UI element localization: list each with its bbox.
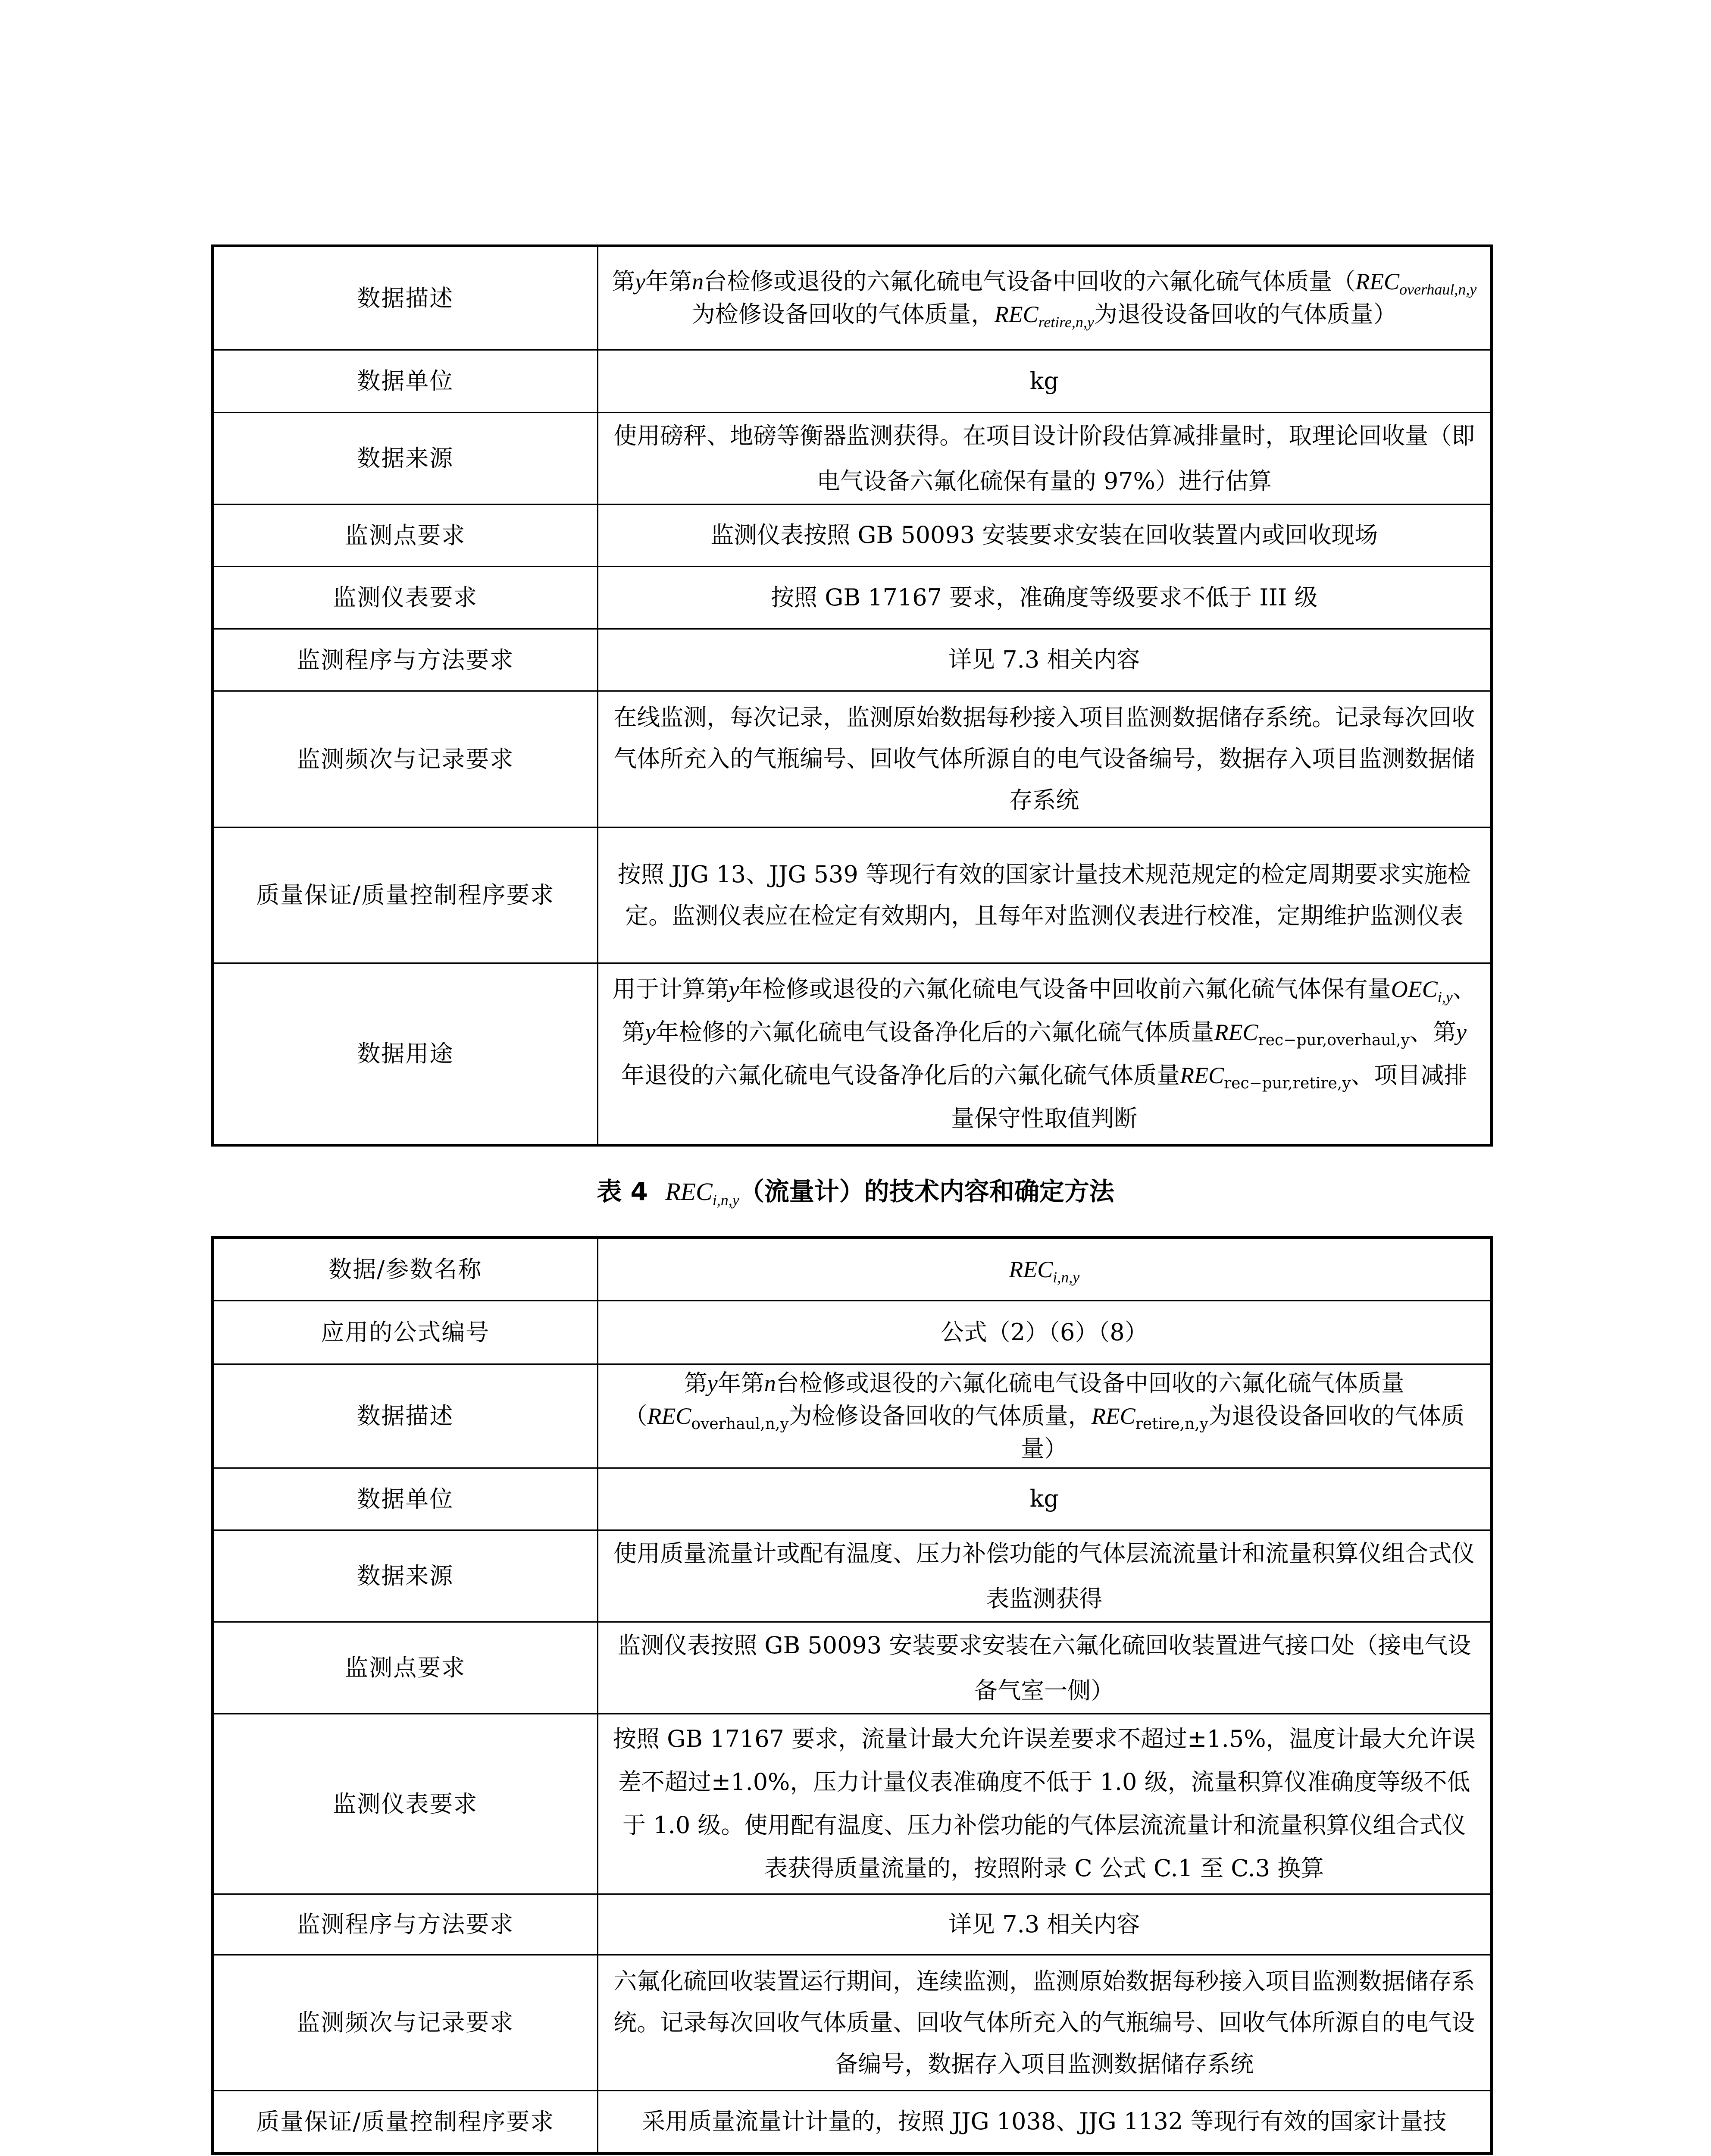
row-value: 使用质量流量计或配有温度、压力补偿功能的气体层流流量计和流量积算仪组合式仪表监测获得	[597, 1530, 1492, 1622]
table-row	[213, 827, 1492, 963]
row-value-description: 第y年第n台检修或退役的六氟化硫电气设备中回收的六氟化硫气体质量（$REC_{overhaul,n,y}$为检修设备回收的气体质量，$REC_{retire,n,y}$为退役设备回收的气体质量）	[597, 246, 1492, 350]
table-row	[213, 1714, 1492, 1894]
row-label: 监测点要求	[213, 1622, 597, 1714]
row-value: 监测仪表按照 GB 50093 安装要求安装在六氟化硫回收装置进气接口处（接电气设备气室一侧）	[597, 1622, 1492, 1714]
row-label: 监测程序与方法要求	[213, 629, 597, 691]
row-label: 监测频次与记录要求	[213, 1955, 597, 2090]
table-row	[213, 1622, 1492, 1714]
row-label: 监测频次与记录要求	[213, 691, 597, 827]
row-value: 六氟化硫回收装置运行期间，连续监测，监测原始数据每秒接入项目监测数据储存系统。记录每次回收气体质量、回收气体所充入的气瓶编号、回收气体所源自的电气设备编号，数据存入项目监测数据储存系统	[597, 1955, 1492, 2090]
table-row	[213, 412, 1492, 504]
table-4-caption	[0, 1172, 1711, 1211]
row-value-symbol: $REC_{i,n,y}$	[597, 1238, 1492, 1300]
table-row	[213, 1238, 1492, 1300]
row-value-usage: 用于计算第y年检修或退役的六氟化硫电气设备中回收前六氟化硫气体保有量$OEC_{i,y}$、第y年检修的六氟化硫电气设备净化后的六氟化硫气体质量$REC_{rec-pur,overhaul,y}$、第y年退役的六氟化硫电气设备净化后的六氟化硫气体质量$REC_{rec-pur,retire,y}$、项目减排量保守性取值判断	[597, 963, 1492, 1145]
row-value: 公式（2）（6）（8）	[597, 1300, 1492, 1364]
caption-prefix: 表 4	[597, 1177, 648, 1206]
row-label: 监测仪表要求	[213, 1714, 597, 1894]
row-value: 在线监测，每次记录，监测原始数据每秒接入项目监测数据储存系统。记录每次回收气体所充入的气瓶编号、回收气体所源自的电气设备编号，数据存入项目监测数据储存系统	[597, 691, 1492, 827]
row-label: 监测程序与方法要求	[213, 1894, 597, 1955]
row-value: 按照 JJG 13、JJG 539 等现行有效的国家计量技术规范规定的检定周期要求实施检定。监测仪表应在检定有效期内，且每年对监测仪表进行校准，定期维护监测仪表	[597, 827, 1492, 963]
table-row	[213, 1468, 1492, 1530]
row-label: 数据用途	[213, 963, 597, 1145]
caption-subscript: i,n,y	[712, 1191, 739, 1209]
row-value-description: 第y年第n台检修或退役的六氟化硫电气设备中回收的六氟化硫气体质量（$REC_{overhaul,n,y}$为检修设备回收的气体质量，$REC_{retire,n,y}$为退役设备回收的气体质量）	[597, 1364, 1492, 1468]
row-label: 质量保证/质量控制程序要求	[213, 827, 597, 963]
row-label: 应用的公式编号	[213, 1300, 597, 1364]
table-row	[213, 1955, 1492, 2090]
caption-suffix: （流量计）的技术内容和确定方法	[739, 1177, 1114, 1206]
table-row	[213, 1300, 1492, 1364]
table-row	[213, 1364, 1492, 1468]
row-value: 详见 7.3 相关内容	[597, 629, 1492, 691]
table-row	[213, 246, 1492, 350]
row-label: 数据来源	[213, 412, 597, 504]
table-row	[213, 963, 1492, 1145]
caption-symbol: REC	[665, 1178, 713, 1206]
row-value: kg	[597, 350, 1492, 412]
row-value: 监测仪表按照 GB 50093 安装要求安装在回收装置内或回收现场	[597, 504, 1492, 566]
table-row	[213, 691, 1492, 827]
table-3-continued	[211, 244, 1493, 1147]
table-row	[213, 1530, 1492, 1622]
row-value: 详见 7.3 相关内容	[597, 1894, 1492, 1955]
row-value: 按照 GB 17167 要求，准确度等级要求不低于 III 级	[597, 566, 1492, 629]
row-label: 数据来源	[213, 1530, 597, 1622]
table-row	[213, 629, 1492, 691]
table-row	[213, 504, 1492, 566]
row-label: 监测点要求	[213, 504, 597, 566]
row-value: kg	[597, 1468, 1492, 1530]
table-4	[211, 1236, 1493, 2155]
row-label: 数据描述	[213, 1364, 597, 1468]
row-label: 数据描述	[213, 246, 597, 350]
table-row	[213, 566, 1492, 629]
row-label: 质量保证/质量控制程序要求	[213, 2090, 597, 2153]
row-value: 按照 GB 17167 要求，流量计最大允许误差要求不超过±1.5%，温度计最大允许误差不超过±1.0%，压力计量仪表准确度不低于 1.0 级，流量积算仪准确度等级不低于 1.0 级。使用配有温度、压力补偿功能的气体层流流量计和流量积算仪组合式仪表获得质量流量的，按照附录 C 公式 C.1 至 C.3 换算	[597, 1714, 1492, 1894]
table-row	[213, 2090, 1492, 2153]
row-label: 数据单位	[213, 1468, 597, 1530]
table-row	[213, 1894, 1492, 1955]
row-value: 采用质量流量计计量的，按照 JJG 1038、JJG 1132 等现行有效的国家计量技	[597, 2090, 1492, 2153]
row-label: 监测仪表要求	[213, 566, 597, 629]
table-row	[213, 350, 1492, 412]
row-label: 数据单位	[213, 350, 597, 412]
row-label: 数据/参数名称	[213, 1238, 597, 1300]
row-value: 使用磅秤、地磅等衡器监测获得。在项目设计阶段估算减排量时，取理论回收量（即电气设备六氟化硫保有量的 97%）进行估算	[597, 412, 1492, 504]
